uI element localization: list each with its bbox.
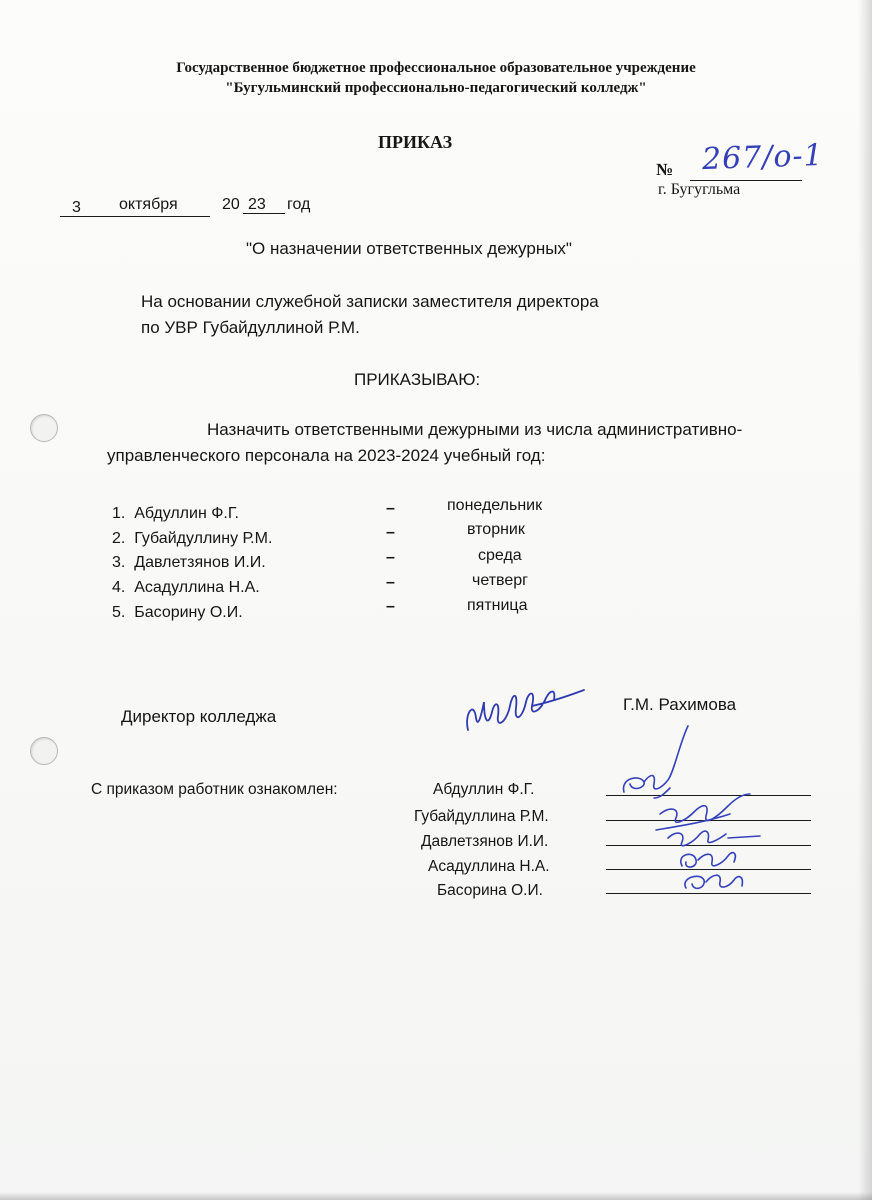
date-year-suffix: 23	[248, 196, 266, 213]
org-name-line2: "Бугульминский профессионально-педагогический колледж"	[225, 80, 647, 96]
date-year-word: год	[287, 196, 311, 213]
list-item-number: 1.	[112, 505, 126, 522]
scan-shadow-bottom	[0, 1192, 872, 1200]
acknowledgement-name: Басорина О.И.	[437, 882, 543, 899]
list-item-dash: –	[386, 574, 395, 591]
acknowledgement-name: Абдуллин Ф.Г.	[433, 781, 535, 798]
list-item-day: понедельник	[447, 497, 543, 514]
list-item	[112, 554, 266, 572]
director-position: Директор колледжа	[121, 707, 277, 726]
list-item-number: 5.	[112, 604, 126, 621]
date-month: октября	[119, 196, 178, 213]
list-item	[112, 604, 243, 622]
date-underline	[60, 216, 210, 217]
year-underline	[243, 213, 285, 214]
list-item	[112, 505, 239, 523]
list-item-day: среда	[478, 547, 522, 564]
list-item-dash: –	[386, 549, 395, 566]
city: г. Бугугльма	[658, 181, 741, 198]
list-item-number: 3.	[112, 554, 126, 571]
list-item	[112, 579, 260, 597]
command: ПРИКАЗЫВАЮ:	[354, 370, 481, 389]
director-name: Г.М. Рахимова	[623, 695, 737, 714]
list-item-dash: –	[386, 598, 395, 615]
acknowledgement-label: С приказом работник ознакомлен:	[91, 781, 338, 798]
list-item-number: 4.	[112, 579, 126, 596]
list-item-name: Басорину О.И.	[134, 604, 243, 621]
org-name-line1: Государственное бюджетное профессиональное образовательное учреждение	[176, 60, 696, 76]
date-day: 3	[72, 199, 81, 216]
list-item-name: Губайдуллину Р.М.	[134, 530, 273, 547]
punch-hole-bottom	[30, 737, 58, 765]
director-signature	[460, 672, 590, 742]
order-title: ПРИКАЗ	[378, 132, 453, 152]
list-item	[112, 530, 272, 548]
list-item-dash: –	[386, 500, 395, 517]
punch-hole-top	[30, 414, 58, 442]
order-number-label: №	[656, 160, 674, 179]
basis-line1: На основании служебной записки заместителя директора	[141, 292, 599, 311]
list-item-name: Абдуллин Ф.Г.	[134, 505, 239, 522]
order-subject: "О назначении ответственных дежурных"	[246, 239, 572, 258]
acknowledgement-name: Губайдуллина Р.М.	[414, 808, 549, 825]
employee-signatures	[610, 722, 810, 900]
list-item-day: четверг	[472, 572, 528, 589]
basis-line2: по УВР Губайдуллиной Р.М.	[141, 318, 360, 337]
list-item-day: пятница	[467, 597, 528, 614]
instruction-line1: Назначить ответственными дежурными из числа административно-	[207, 420, 743, 439]
order-number-value: 267/о-1	[701, 137, 825, 178]
list-item-name: Давлетзянов И.И.	[134, 554, 266, 571]
acknowledgement-name: Асадуллина Н.А.	[428, 858, 550, 875]
scan-shadow-right	[858, 0, 872, 1200]
acknowledgement-name: Давлетзянов И.И.	[421, 833, 549, 850]
list-item-dash: –	[386, 524, 395, 541]
list-item-day: вторник	[467, 521, 525, 538]
date-year-prefix: 20	[222, 196, 240, 213]
list-item-number: 2.	[112, 530, 126, 547]
list-item-name: Асадуллина Н.А.	[134, 579, 260, 596]
instruction-line2: управленческого персонала на 2023-2024 учебный год:	[107, 446, 546, 465]
